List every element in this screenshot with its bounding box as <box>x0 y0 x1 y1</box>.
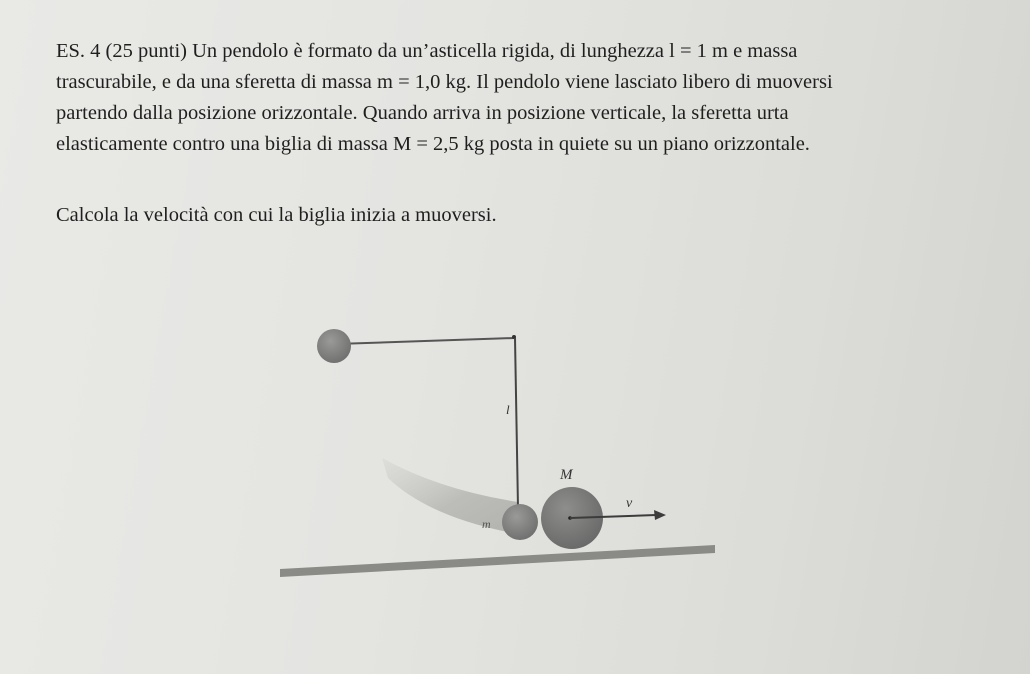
problem-line-1: ES. 4 (25 punti) Un pendolo è formato da un’asticella rigida, di lunghezza l = 1 m e massa <box>56 40 798 62</box>
label-velocity: v⃗ <box>626 496 644 511</box>
problem-line-2: trascurabile, e da una sferetta di massa m = 1,0 kg. Il pendolo viene lasciato libero di muoversi <box>56 71 833 93</box>
label-mass-small: m <box>482 517 491 531</box>
rod-horizontal <box>336 338 514 344</box>
pendulum-figure <box>270 318 730 588</box>
question-text: Calcola la velocità con cui la biglia inizia a muoversi. <box>56 204 497 226</box>
pendulum-diagram <box>270 318 730 588</box>
ground-plane <box>280 545 715 577</box>
swept-arc <box>382 458 518 534</box>
rod-vertical <box>515 338 518 508</box>
problem-statement <box>56 36 956 160</box>
problem-line-4: elasticamente contro una biglia di massa M = 2,5 kg posta in quiete su un piano orizzontale. <box>56 133 810 155</box>
problem-line-3: partendo dalla posizione orizzontale. Quando arriva in posizione verticale, la sferetta urta <box>56 102 789 124</box>
small-ball-bottom <box>502 504 538 540</box>
small-ball-start <box>317 329 351 363</box>
label-rod-length: l <box>506 402 510 417</box>
velocity-arrow-head <box>654 510 666 520</box>
label-mass-big: M <box>560 467 573 483</box>
